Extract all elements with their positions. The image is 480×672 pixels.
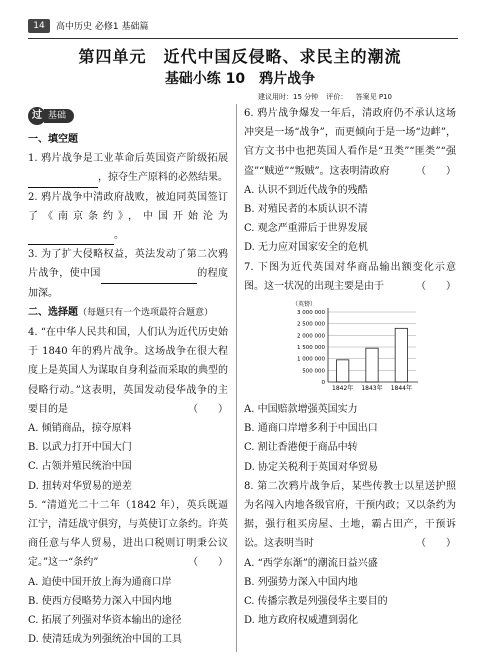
header-subject: 高中历史 <box>56 22 93 32</box>
answer-paren[interactable]: （ ） <box>416 280 456 292</box>
answer-blank[interactable] <box>28 175 98 188</box>
question-3 <box>28 245 228 303</box>
column-divider <box>236 104 237 652</box>
option[interactable]: D. 无力应对国家安全的危机 <box>244 242 369 254</box>
chart-y-tick-label: 0 <box>321 380 325 387</box>
question-6 <box>244 104 456 181</box>
question-2-text-b: 。 <box>114 230 124 242</box>
question-5 <box>28 496 228 573</box>
chart-y-label: （英镑） <box>292 301 317 309</box>
question-3-text-a: 3. 为了扩大侵略权益，英法发动了第二次鸦片战争，使中国 <box>28 249 228 280</box>
question-6-stem: 6. 鸦片战争爆发一年后，清政府仍不承认这场冲突是一场“战争”，而更倾向于是一场“边衅”，官方文书中也把英国人看作是“丑类”“匪类”“强盗”“贼逆”“叛贼”。这表明清政府 <box>244 108 456 177</box>
option[interactable]: B. 以武力打开中国大门 <box>28 442 132 454</box>
option[interactable]: A. 倾销商品，掠夺原料 <box>28 423 132 435</box>
answer-paren[interactable]: （ ） <box>416 165 456 177</box>
chart-x-tick-label: 1842年 <box>332 385 354 393</box>
question-1-text-a: 1. 鸦片战争是工业革命后英国资产阶级拓展 <box>28 153 228 165</box>
option[interactable]: B. 通商口岸增多利于中国出口 <box>244 423 378 435</box>
bar-chart <box>284 298 424 396</box>
question-3-text-b: 的程度加深。 <box>28 268 229 299</box>
chart-x-tick-label: 1843年 <box>361 385 383 393</box>
option[interactable]: A. 认识不到近代战争的残酷 <box>244 184 368 196</box>
question-5-stem: 5. “清道光二十二年（1842 年），英兵既逼江宁，清廷战守俱穷，与英使订立条约。许英商任意与华人贸易，进出口税则订明秉公议定。”这一“条约” <box>28 499 228 569</box>
chart-y-tick-label: 3 000 000 <box>297 310 325 317</box>
answer-blank[interactable] <box>28 232 114 245</box>
option[interactable]: D. 协定关税利于英国对华贸易 <box>244 461 379 473</box>
answer-paren[interactable]: （ ） <box>416 538 456 550</box>
answer-blank[interactable] <box>101 271 197 284</box>
chart-bars <box>337 328 408 382</box>
question-8 <box>244 477 456 554</box>
option[interactable]: B. 使西方侵略势力深入中国内地 <box>28 595 172 607</box>
page-number: 14 <box>28 19 50 33</box>
page-header <box>28 16 458 39</box>
chart-y-ticks <box>297 310 326 386</box>
option[interactable]: C. 传播宗教是列强侵华主要目的 <box>244 596 388 608</box>
export-chart <box>244 298 456 396</box>
option[interactable]: C. 占领并殖民统治中国 <box>28 461 132 473</box>
chart-y-tick-label: 1 500 000 <box>297 345 325 352</box>
section-badge <box>28 106 228 126</box>
option[interactable]: A. 迫使中国开放上海为通商口岸 <box>28 576 172 588</box>
option[interactable]: D. 扭转对华贸易的逆差 <box>28 480 133 492</box>
question-1-text-b: ，掠夺生产原料的必然结果。 <box>98 172 228 184</box>
answer-paren[interactable]: （ ） <box>188 557 228 569</box>
meta-time: 建议用时：15 分钟 <box>258 93 319 101</box>
question-4-stem: 4. “在中华人民共和国，人们认为近代历史始于 1840 年的鸦片战争。这场战争在很大程度上是英国人为谋取自身利益而采取的典型的侵略行动。”这表明，英国发动侵华战争的主要目的是 <box>28 327 228 415</box>
right-column <box>244 104 456 630</box>
question-7 <box>244 258 456 296</box>
chart-bar <box>366 348 378 382</box>
left-column <box>28 106 228 649</box>
question-4 <box>28 323 228 419</box>
answer-paren[interactable]: （ ） <box>188 403 228 415</box>
section-title-fill: 一、填空题 <box>28 134 78 145</box>
badge-icon: 过 <box>28 107 46 125</box>
option[interactable]: B. 对殖民者的本质认识不清 <box>244 204 368 216</box>
chart-bar <box>337 360 349 382</box>
header-series: 必修1 基础篇 <box>94 22 149 32</box>
question-8-stem: 8. 第二次鸦片战争后，某些传教士以星送护照为名闯入内地各级官府，干预内政；又以条约为据，强行租买房屋、土地，霸占田产，干预诉讼。这表明当时 <box>244 480 456 550</box>
badge-label: 基础 <box>44 109 74 123</box>
section-choice-label: 二、选择题 <box>28 306 78 318</box>
chart-y-tick-label: 2 500 000 <box>297 321 325 328</box>
chart-y-tick-label: 500 000 <box>302 368 325 375</box>
unit-title: 第四单元 近代中国反侵略、求民主的潮流 <box>78 47 402 66</box>
section-title-choice <box>28 303 228 323</box>
option[interactable]: C. 拓展了列强对华资本输出的途径 <box>28 615 182 627</box>
option[interactable]: A. “西学东渐”的潮流日益兴盛 <box>244 557 378 569</box>
option[interactable]: D. 地方政府权威遭到弱化 <box>244 615 359 627</box>
option[interactable]: A. 中国赔款增强英国实力 <box>244 404 358 416</box>
question-7-stem: 7. 下图为近代英国对华商品输出额变化示意图。这一状况的出现主要是由于 <box>244 261 456 292</box>
header-text <box>56 19 148 32</box>
chart-bar <box>395 328 407 382</box>
meta-answer: 答案见 P10 <box>355 93 392 101</box>
chart-x-tick-label: 1844年 <box>390 385 412 393</box>
meta-score: 评价： <box>326 93 348 101</box>
practice-title: 基础小练 10 鸦片战争 <box>164 71 316 87</box>
option[interactable]: D. 使清廷成为列强统治中国的工具 <box>28 634 183 646</box>
question-2-text-a: 2. 鸦片战争中清政府战败，被迫同英国签订了《南京条约》，中国开始沦为 <box>28 191 228 222</box>
question-2 <box>28 188 228 246</box>
meta-line <box>258 92 398 102</box>
section-choice-note: （每题只有一个选项最符合题意） <box>78 307 214 318</box>
option[interactable]: B. 列强势力深入中国内地 <box>244 576 358 588</box>
option[interactable]: C. 观念严重滞后于世界发展 <box>244 223 368 235</box>
question-1 <box>28 149 228 187</box>
chart-y-tick-label: 2 000 000 <box>297 333 325 340</box>
chart-x-labels <box>332 384 412 392</box>
chart-y-tick-label: 1 000 000 <box>297 356 325 363</box>
option[interactable]: C. 割让香港便于商品中转 <box>244 442 358 454</box>
